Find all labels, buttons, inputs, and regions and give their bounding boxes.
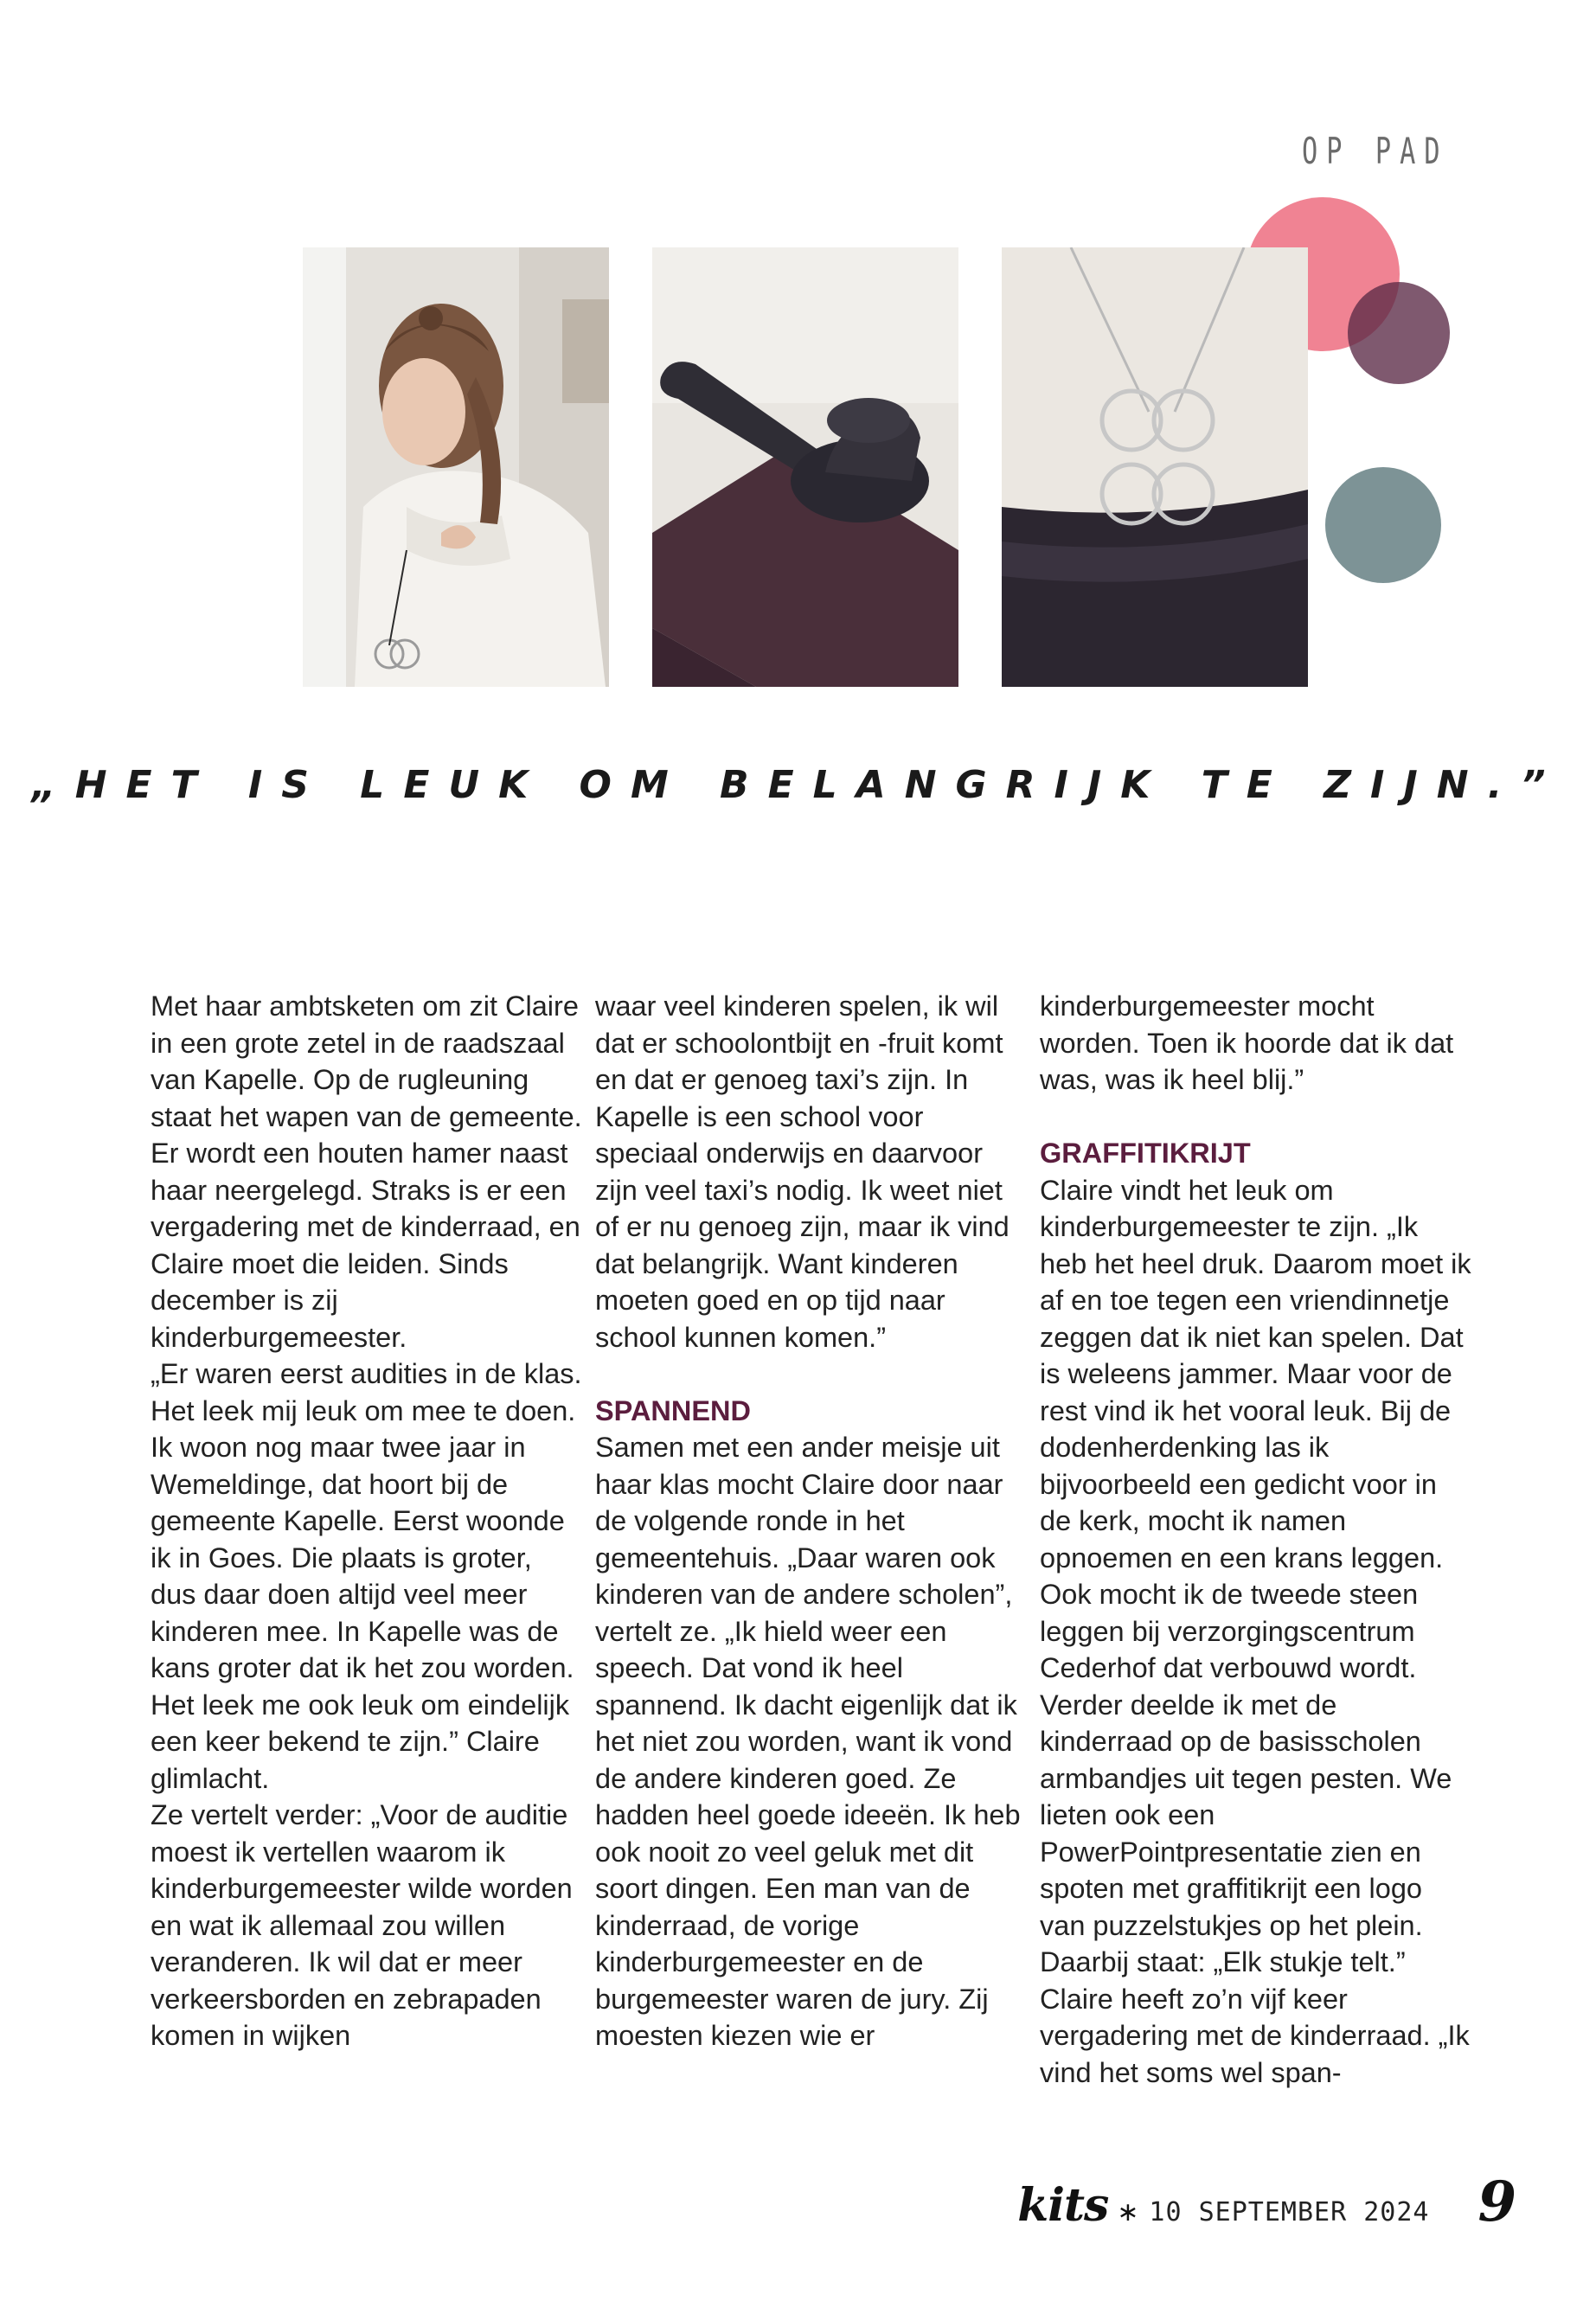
- pull-quote: „HET IS LEUK OM BELANGRIJK TE ZIJN.”: [31, 763, 1565, 807]
- page-number: 9: [1477, 2170, 1516, 2234]
- photo-chain-of-office: [1002, 247, 1308, 687]
- article-paragraph: Claire vindt het leuk om kinderburgemeester te zijn. „Ik heb het heel druk. Daarom moet ik af en toe tegen een vriendinnetje zeggen dat ik niet kan spelen. Dat is weleens jammer. Maar voor de rest vind ik het vooral leuk. Bij de dodenherdenking las ik bijvoorbeeld een gedicht voor in de kerk, mocht ik namen opnoemen en een krans leggen. Ook mocht ik de tweede steen leggen bij verzorgingscentrum Cederhof dat verbouwd wordt. Verder deelde ik met de kinderraad op de basisscholen armbandjes uit tegen pesten. We lieten ook een PowerPointpresentatie zien en spoten met graffitikrijt een logo van puzzelstukjes op het plein. Daarbij staat: „Elk stukje telt.”: [1040, 1174, 1471, 1977]
- subheading-graffitikrijt: GRAFFITIKRIJT: [1040, 1138, 1251, 1169]
- star-separator-icon: ∗: [1117, 2198, 1139, 2227]
- article-column-3: [1040, 988, 1472, 2091]
- article-paragraph: Met haar ambtsketen om zit Claire in een grote zetel in de raadszaal van Kapelle. Op de rugleuning staat het wapen van de gemeente. Er wordt een houten hamer naast haar neergelegd. Straks is er een vergadering met de kinderraad, en Claire moet die leiden. Sinds december is zij kinderburgemeester.: [151, 990, 582, 1353]
- article-paragraph: kinderburgemeester mocht worden. Toen ik hoorde dat ik dat was, was ik heel blij.”: [1040, 990, 1454, 1095]
- article-paragraph: waar veel kinderen spelen, ik wil dat er schoolontbijt en -fruit komt en dat er genoeg taxi’s zijn. In Kapelle is een school voor speciaal onderwijs en daarvoor zijn veel taxi’s nodig. Ik weet niet of er nu genoeg zijn, maar ik vind dat belangrijk. Want kinderen moeten goed en op tijd naar school kunnen komen.”: [595, 990, 1010, 1353]
- subheading-spannend: SPANNEND: [595, 1394, 751, 1426]
- page-footer: [1017, 2170, 1516, 2234]
- article-column-2: [595, 988, 1028, 2054]
- photo-girl-portrait: [303, 247, 609, 687]
- magazine-logo: kits: [1017, 2179, 1109, 2232]
- decorative-circle-slate: [1325, 467, 1441, 583]
- issue-date: 10 SEPTEMBER 2024: [1149, 2197, 1430, 2227]
- article-paragraph: Ze vertelt verder: „Voor de auditie moest ik vertellen waarom ik kinderburgemeester wilde worden en wat ik allemaal zou willen veranderen. Ik wil dat er meer verkeersborden en zebrapaden komen in wijken: [151, 1799, 573, 2051]
- section-label: OP PAD: [1302, 130, 1449, 172]
- article-column-1: [151, 988, 583, 2054]
- article-paragraph: „Er waren eerst audities in de klas. Het leek mij leuk om mee te doen. Ik woon nog maar twee jaar in Wemeldinge, dat hoort bij de gemeente Kapelle. Eerst woonde ik in Goes. Die plaats is groter, dus daar doen altijd veel meer kinderen mee. In Kapelle was de kans groter dat ik het zou worden. Het leek me ook leuk om eindelijk een keer bekend te zijn.” Claire glimlacht.: [151, 1358, 582, 1794]
- decorative-circle-plum: [1348, 282, 1450, 384]
- article-paragraph: Claire heeft zo’n vijf keer vergadering met de kinderraad. „Ik vind het soms wel span-: [1040, 1983, 1470, 2088]
- article-paragraph: Samen met een ander meisje uit haar klas mocht Claire door naar de volgende ronde in het gemeentehuis. „Daar waren ook kinderen van de andere scholen”, vertelt ze. „Ik hield weer een speech. Dat vond ik heel spannend. Ik dacht eigenlijk dat ik het niet zou worden, want ik vond de andere kinderen goed. Ze hadden heel goede ideeën. Ik heb ook nooit zo veel geluk met dit soort dingen. Een man van de kinderraad, de vorige kinderburgemeester en de burgemeester waren de jury. Zij moesten kiezen wie er: [595, 1432, 1021, 2051]
- photo-gavel: [652, 247, 958, 687]
